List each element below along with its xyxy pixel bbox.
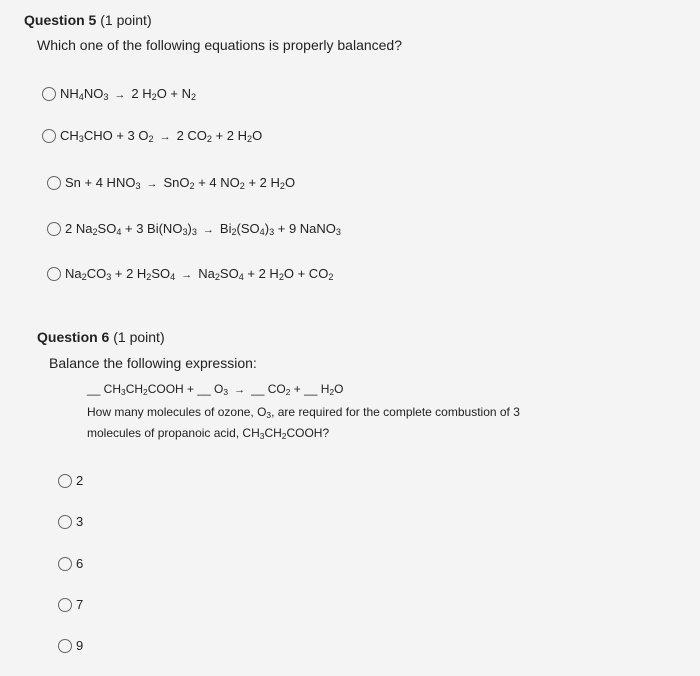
question-5-prompt: Which one of the following equations is properly balanced? <box>37 37 403 53</box>
question-5-points: (1 point) <box>100 12 152 28</box>
radio-button[interactable] <box>42 87 56 101</box>
q5-option-3[interactable] <box>47 175 295 191</box>
q6-option-3[interactable] <box>58 514 83 529</box>
question-6-prompt: Balance the following expression: <box>49 355 257 371</box>
q6-option-6[interactable] <box>58 556 83 571</box>
question-5-title <box>24 12 152 28</box>
radio-button[interactable] <box>47 267 61 281</box>
q5-option-5[interactable] <box>47 266 333 282</box>
equation: $Na_2CO_3 + 2$ $H_2SO_4 \to Na_2SO_4 + 2$ $H_2O + CO_2$ <box>65 266 334 282</box>
q6-option-7[interactable] <box>58 597 83 612</box>
q6-expression: __ $CH_3CH_2COOH$ + __ $O_3$ → __ $CO_2$ + __ $H_2O$ <box>87 382 344 397</box>
option-label: 2 <box>76 473 84 488</box>
q5-option-4[interactable] <box>47 221 341 237</box>
equation: $CH_3CHO + 3$ $O_2 \to 2$ $CO_2 + 2$ $H_2O$ <box>60 128 263 144</box>
radio-button[interactable] <box>58 515 72 529</box>
equation: Sn + 4 $HNO_3 \to SnO_2 + 4$ $NO_2 + 2$ $H_2O$ <box>65 175 296 191</box>
option-label: 7 <box>76 597 84 612</box>
q5-option-2[interactable] <box>42 128 262 144</box>
radio-button[interactable] <box>58 598 72 612</box>
radio-button[interactable] <box>47 176 61 190</box>
q6-option-9[interactable] <box>58 638 83 653</box>
question-6-label: Question 6 <box>37 329 110 345</box>
q6-question-text: How many molecules of ozone, $O_3$, are required for the complete combustion of 3 molecules of propanoic acid, $CH_3CH_2COOH$? <box>87 405 520 441</box>
q6-option-2[interactable] <box>58 473 83 488</box>
q5-option-1[interactable] <box>42 86 196 102</box>
equation: 2 $Na_2SO_4 + 3$ $Bi(NO_3)_3 \to Bi_2(SO_4)_3 + 9$ NaNO$_3$ <box>65 221 341 237</box>
option-label: 3 <box>76 514 84 529</box>
radio-button[interactable] <box>47 222 61 236</box>
option-label: 9 <box>76 638 84 653</box>
question-6-points: (1 point) <box>113 329 165 345</box>
radio-button[interactable] <box>42 129 56 143</box>
question-6-title <box>37 329 165 345</box>
option-label: 6 <box>76 556 84 571</box>
radio-button[interactable] <box>58 639 72 653</box>
radio-button[interactable] <box>58 557 72 571</box>
equation: $NH_4NO_3 \to 2$ $H_2O + N_2$ <box>60 86 197 102</box>
question-5-label: Question 5 <box>24 12 97 28</box>
radio-button[interactable] <box>58 474 72 488</box>
